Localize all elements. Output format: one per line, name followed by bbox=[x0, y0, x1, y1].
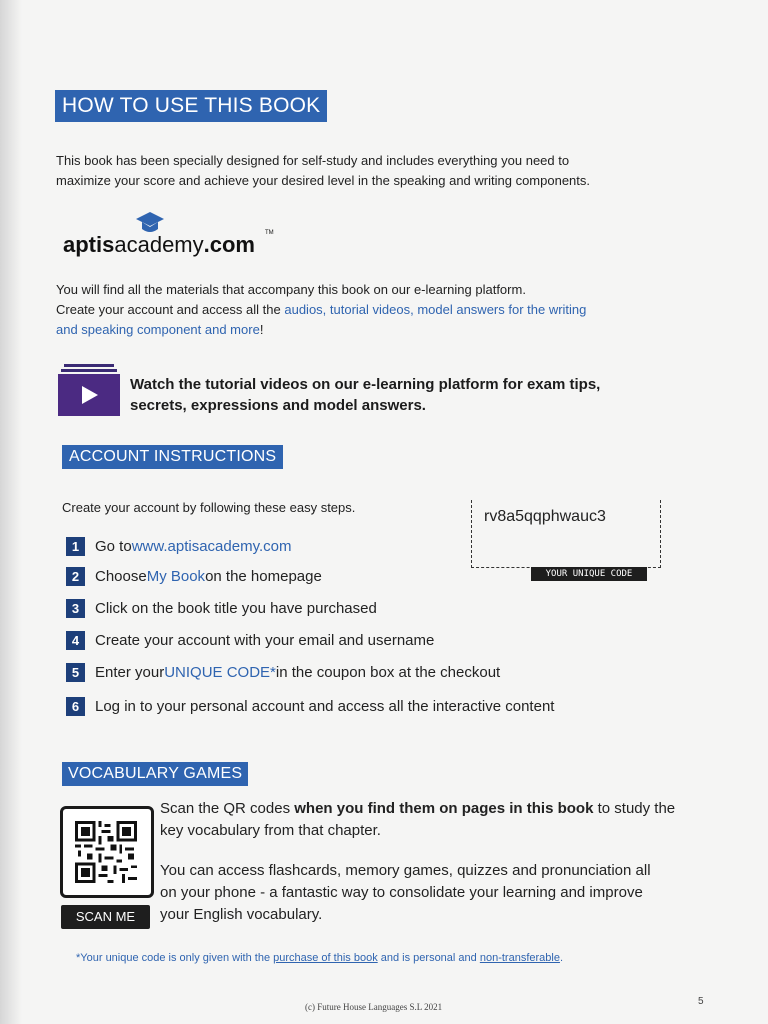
qr-code-frame[interactable] bbox=[60, 806, 154, 898]
unique-code-label: YOUR UNIQUE CODE bbox=[531, 567, 647, 581]
step-number: 5 bbox=[66, 663, 85, 682]
page-number: 5 bbox=[698, 996, 704, 1007]
unique-code-footnote: *Your unique code is only given with the purchase of this book and is personal and non-transferable. bbox=[76, 952, 564, 964]
step-number: 4 bbox=[66, 631, 85, 650]
unique-code-box bbox=[471, 500, 661, 568]
step-number: 6 bbox=[66, 697, 85, 716]
step-number: 1 bbox=[66, 537, 85, 556]
intro-line: This book has been specially designed for self-study and includes everything you need to bbox=[56, 153, 570, 168]
unique-code-value: rv8a5qqphwauc3 bbox=[484, 508, 606, 525]
copyright-notice: (c) Future House Languages S.L 2021 bbox=[305, 1002, 443, 1012]
unique-code-ref: UNIQUE CODE* bbox=[164, 663, 276, 681]
play-video-icon bbox=[58, 364, 120, 416]
section-heading-vocab: VOCABULARY GAMES bbox=[62, 762, 248, 786]
step-number: 3 bbox=[66, 599, 85, 618]
section-heading-account: ACCOUNT INSTRUCTIONS bbox=[62, 445, 283, 469]
my-book-link[interactable]: My Book bbox=[146, 567, 206, 585]
tutorial-videos-text: Watch the tutorial videos on our e-learning platform for exam tips, secrets, expressions and model answers. bbox=[130, 376, 601, 414]
section-heading-how-to-use: HOW TO USE THIS BOOK bbox=[55, 90, 327, 122]
step-number: 2 bbox=[66, 567, 85, 586]
step-item: 1 Go to www.aptisacademy.com bbox=[66, 535, 291, 557]
flashcards-paragraph: You can access flashcards, memory games, quizzes and pronunciation all on your phone - a fantastic way to consolidate your learning and improve your English vocabulary. bbox=[160, 862, 651, 923]
trademark-mark: TM bbox=[265, 230, 274, 236]
platform-resources-link[interactable]: and speaking component and more bbox=[56, 322, 260, 337]
aptisacademy-logo[interactable] bbox=[63, 210, 283, 266]
step-item: 3 Click on the book title you have purchased bbox=[66, 597, 377, 619]
platform-paragraph: You will find all the materials that accompany this book on our e-learning platform. Create your account and access all the audios, tutorial videos, model answers for the writing and speaking component and more! bbox=[56, 280, 716, 340]
scan-me-label: SCAN ME bbox=[61, 905, 150, 929]
page-binding-shadow bbox=[0, 0, 22, 1024]
scan-paragraph: Scan the QR codes when you find them on pages in this book to study the key vocabulary from that chapter. bbox=[160, 800, 676, 839]
intro-line: maximize your score and achieve your desired level in the speaking and writing components. bbox=[56, 173, 591, 188]
step-item: 4 Create your account with your email and username bbox=[66, 629, 434, 651]
website-link[interactable]: www.aptisacademy.com bbox=[131, 537, 292, 555]
logo-wordmark: aptisacademy.com bbox=[63, 232, 255, 257]
step-item: 5 Enter your UNIQUE CODE* in the coupon box at the checkout bbox=[66, 661, 500, 683]
platform-resources-link[interactable]: audios, tutorial videos, model answers for the writing bbox=[284, 302, 587, 317]
platform-line: You will find all the materials that accompany this book on our e-learning platform. bbox=[56, 282, 526, 297]
intro-paragraph bbox=[56, 151, 696, 191]
non-transferable-link[interactable]: non-transferable bbox=[479, 952, 560, 964]
qr-code-icon bbox=[75, 821, 137, 883]
step-item: 6 Log in to your personal account and access all the interactive content bbox=[66, 695, 554, 717]
step-item: 2 Choose My Book on the homepage bbox=[66, 565, 322, 587]
purchase-link[interactable]: purchase of this book bbox=[273, 952, 378, 964]
account-intro: Create your account by following these easy steps. bbox=[62, 500, 356, 515]
